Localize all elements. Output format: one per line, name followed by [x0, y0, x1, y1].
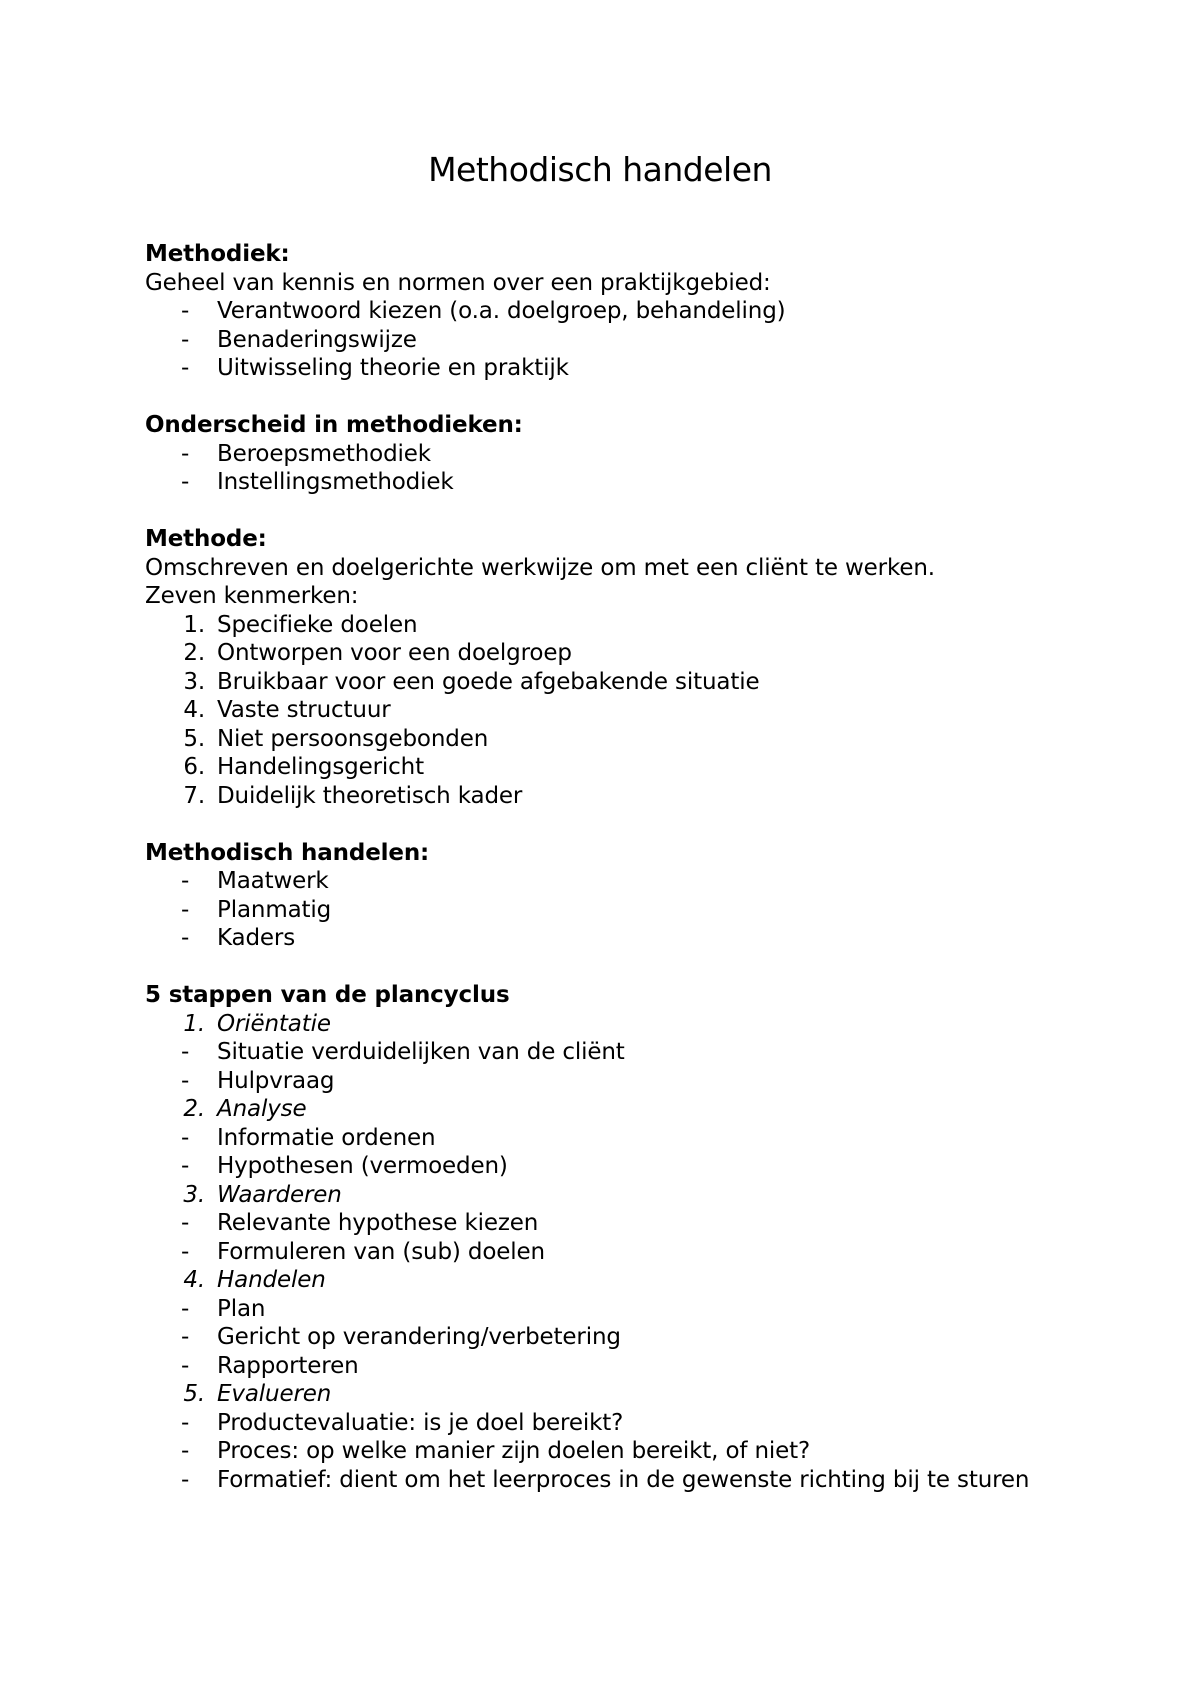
list-item-text: Vaste structuur: [217, 697, 391, 723]
list-item: [145, 1295, 1045, 1324]
list-item-text: Plan: [217, 1295, 266, 1322]
list-item-text: Benaderingswijze: [217, 326, 417, 353]
list-item: [145, 1124, 1045, 1153]
list-item: [145, 611, 1045, 640]
bullet-marker: -: [181, 1409, 190, 1436]
list-number: 5.: [183, 725, 205, 752]
step-heading: [145, 1380, 1045, 1409]
list-item: [145, 1209, 1045, 1238]
page-title: Methodisch handelen: [428, 150, 772, 189]
bullet-marker: -: [181, 925, 190, 951]
section-intro: Omschreven en doelgerichte werkwijze om met een cliënt te werken.: [145, 554, 935, 581]
list-item: [145, 1466, 1045, 1495]
section-heading: Methodiek:: [145, 241, 290, 267]
step-number: 5.: [183, 1381, 205, 1407]
list-item: [145, 867, 1045, 896]
section-intro-2: Zeven kenmerken:: [145, 583, 359, 609]
list-item-text: Rapporteren: [217, 1352, 359, 1379]
bullet-marker: -: [181, 326, 190, 353]
list-item: [145, 639, 1045, 668]
step-heading: [145, 1181, 1045, 1210]
list-item: [145, 725, 1045, 754]
list-item-text: Situatie verduidelijken van de cliënt: [217, 1039, 625, 1065]
section-heading: Methode:: [145, 526, 267, 552]
list-item: [145, 753, 1045, 782]
step-name: Analyse: [217, 1096, 307, 1122]
list-item: [145, 896, 1045, 925]
list-item-text: Handelingsgericht: [217, 754, 424, 780]
step-number: 3.: [183, 1181, 205, 1208]
bullet-marker: -: [181, 1124, 190, 1151]
list-item: [145, 1437, 1045, 1466]
bullet-marker: -: [181, 1324, 190, 1350]
bullet-marker: -: [181, 1153, 190, 1179]
bullet-marker: -: [181, 1067, 190, 1094]
bullet-marker: -: [181, 1039, 190, 1065]
list-item-text: Bruikbaar voor een goede afgebakende situatie: [217, 668, 760, 695]
list-item-text: Formuleren van (sub) doelen: [217, 1238, 545, 1265]
section-heading: Onderscheid in methodieken:: [145, 412, 523, 438]
list-number: 4.: [183, 697, 205, 723]
list-item-text: Uitwisseling theorie en praktijk: [217, 355, 569, 381]
bullet-marker: -: [181, 355, 190, 381]
bullet-marker: -: [181, 896, 190, 923]
bullet-marker: -: [181, 1238, 190, 1265]
step-heading: [145, 1095, 1045, 1124]
list-item: [145, 782, 1045, 811]
list-number: 6.: [183, 754, 205, 780]
step-heading: [145, 1266, 1045, 1295]
step-name: Evalueren: [217, 1381, 332, 1407]
list-item-text: Kaders: [217, 925, 296, 951]
section-heading: 5 stappen van de plancyclus: [145, 982, 510, 1008]
bullet-marker: -: [181, 440, 190, 467]
step-name: Waarderen: [217, 1181, 342, 1208]
list-item-text: Proces: op welke manier zijn doelen bereikt, of niet?: [217, 1438, 811, 1464]
list-item-text: Planmatig: [217, 896, 332, 923]
list-item: [145, 1038, 1045, 1067]
list-item-text: Relevante hypothese kiezen: [217, 1210, 539, 1236]
bullet-marker: -: [181, 469, 190, 495]
list-number: 1.: [183, 611, 205, 638]
list-item-text: Duidelijk theoretisch kader: [217, 782, 523, 809]
list-item: [145, 354, 1045, 383]
step-number: 1.: [183, 1010, 205, 1037]
list-item-text: Niet persoonsgebonden: [217, 725, 489, 752]
list-item: [145, 1067, 1045, 1096]
list-item-text: Instellingsmethodiek: [217, 469, 454, 495]
step-name: Handelen: [217, 1267, 326, 1293]
list-item: [145, 297, 1045, 326]
list-item: [145, 1323, 1045, 1352]
list-item-text: Ontworpen voor een doelgroep: [217, 640, 572, 666]
list-item: [145, 1152, 1045, 1181]
section-plancyclus: [145, 981, 1045, 1494]
bullet-marker: -: [181, 1438, 190, 1464]
section-heading: Methodisch handelen:: [145, 839, 430, 866]
list-item: [145, 924, 1045, 953]
step-name: Oriëntatie: [217, 1010, 331, 1037]
list-item-text: Productevaluatie: is je doel bereikt?: [217, 1409, 624, 1436]
list-item: [145, 468, 1045, 497]
section-methode: [145, 525, 1045, 810]
section-intro: Geheel van kennis en normen over een praktijkgebied:: [145, 269, 771, 296]
list-item: [145, 1409, 1045, 1438]
bullet-list: [145, 440, 1045, 497]
list-number: 2.: [183, 640, 205, 666]
list-number: 7.: [183, 782, 205, 809]
list-item-text: Informatie ordenen: [217, 1124, 436, 1151]
bullet-marker: -: [181, 868, 190, 894]
bullet-marker: -: [181, 1295, 190, 1322]
list-item: [145, 326, 1045, 355]
list-number: 3.: [183, 668, 205, 695]
list-item-text: Maatwerk: [217, 868, 329, 894]
list-item-text: Beroepsmethodiek: [217, 440, 431, 467]
section-onderscheid: [145, 411, 1045, 497]
list-item-text: Formatief: dient om het leerproces in de gewenste richting bij te sturen: [217, 1466, 1030, 1493]
section-methodiek: [145, 240, 1045, 383]
list-item: [145, 696, 1045, 725]
list-item-text: Gericht op verandering/verbetering: [217, 1324, 621, 1350]
list-item-text: Specifieke doelen: [217, 611, 418, 638]
list-item-text: Hulpvraag: [217, 1067, 335, 1094]
bullet-list: [145, 867, 1045, 953]
numbered-list: [145, 611, 1045, 811]
bullet-marker: -: [181, 1210, 190, 1236]
list-item-text: Hypothesen (vermoeden): [217, 1153, 508, 1179]
bullet-list: [145, 297, 1045, 383]
bullet-marker: -: [181, 298, 190, 324]
bullet-marker: -: [181, 1466, 190, 1493]
section-methodisch-handelen: [145, 839, 1045, 953]
document-body: [145, 240, 1045, 1494]
step-number: 4.: [183, 1267, 205, 1293]
bullet-marker: -: [181, 1352, 190, 1379]
list-item: [145, 668, 1045, 697]
step-number: 2.: [183, 1096, 205, 1122]
step-heading: [145, 1010, 1045, 1039]
list-item: [145, 1352, 1045, 1381]
plancyclus-list: [145, 1010, 1045, 1495]
list-item-text: Verantwoord kiezen (o.a. doelgroep, behandeling): [217, 298, 786, 324]
list-item: [145, 1238, 1045, 1267]
list-item: [145, 440, 1045, 469]
